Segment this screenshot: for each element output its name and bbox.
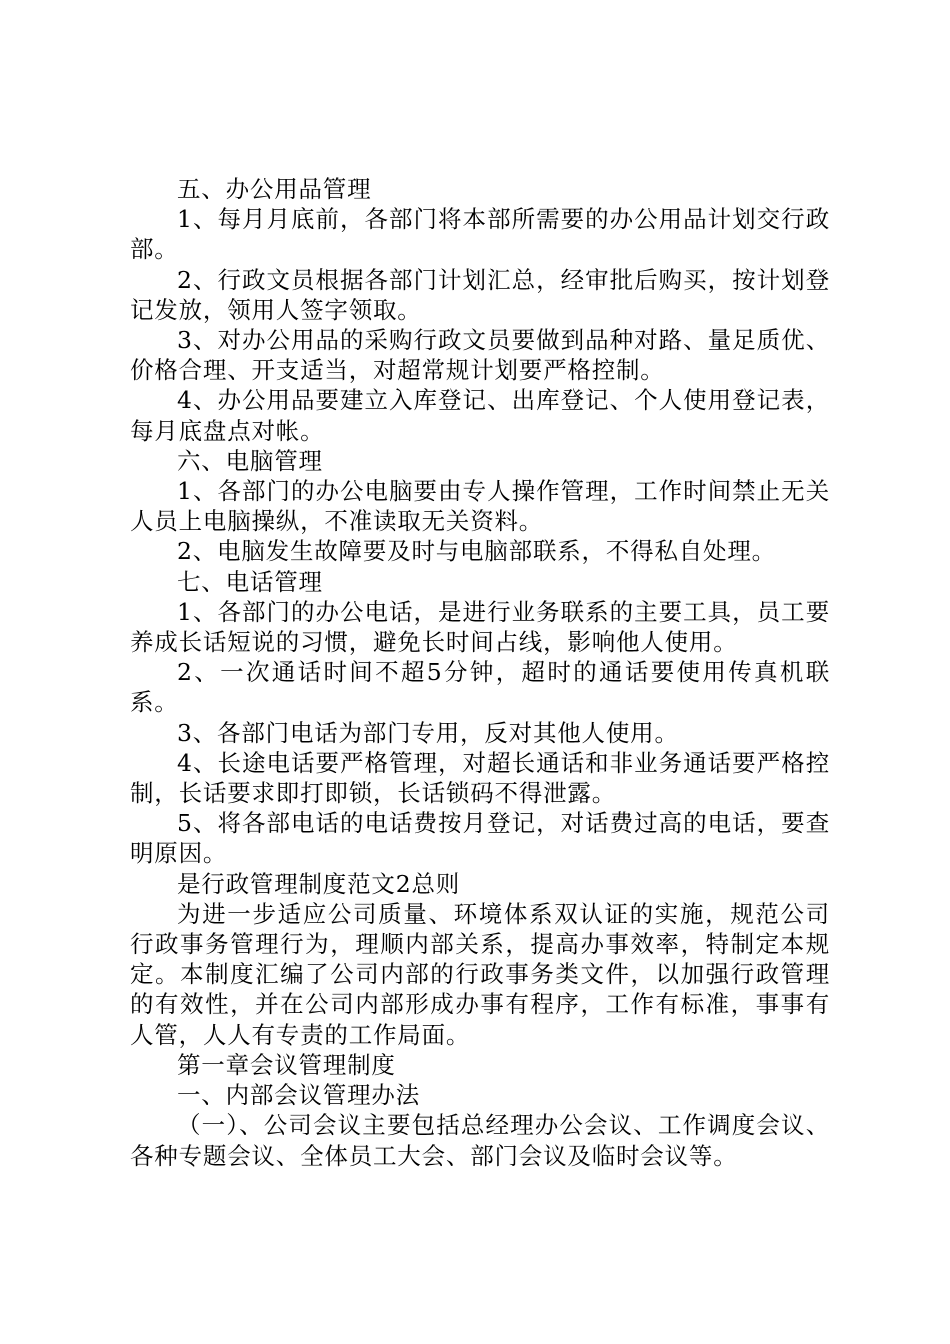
paragraph: 2、一次通话时间不超5分钟，超时的通话要使用传真机联系。 <box>130 658 830 717</box>
paragraph: 2、电脑发生故障要及时与电脑部联系，不得私自处理。 <box>177 537 776 566</box>
document-page <box>130 174 830 1171</box>
section-heading-internal-meetings: 一、内部会议管理办法 <box>177 1081 420 1110</box>
chapter-heading-meetings: 第一章会议管理制度 <box>177 1050 396 1079</box>
section-heading-template-2: 是行政管理制度范文2总则 <box>177 869 461 898</box>
paragraph: 1、各部门的办公电脑要由专人操作管理，工作时间禁止无关人员上电脑操纵，不准读取无关资料。 <box>130 477 830 536</box>
paragraph: 1、各部门的办公电话，是进行业务联系的主要工具，员工要养成长话短说的习惯，避免长时间占线，影响他人使用。 <box>130 597 830 657</box>
paragraph: 5、将各部电话的电话费按月登记，对话费过高的电话，要查明原因。 <box>130 809 830 868</box>
paragraph: 为进一步适应公司质量、环境体系双认证的实施，规范公司行政事务管理行为，理顺内部关系，提高办事效率，特制定本规定。本制度汇编了公司内部的行政事务类文件，以加强行政管理的有效性，并在公司内部形成办事有程序，工作有标准，事事有人管，人人有专责的工作局面。 <box>130 899 830 1049</box>
paragraph: 4、办公用品要建立入库登记、出库登记、个人使用登记表，每月底盘点对帐。 <box>130 386 830 445</box>
paragraph: 2、行政文员根据各部门计划汇总，经审批后购买，按计划登记发放，领用人签字领取。 <box>130 265 830 324</box>
paragraph: 3、各部门电话为部门专用，反对其他人使用。 <box>177 718 679 747</box>
section-heading-telephone: 七、电话管理 <box>177 567 323 596</box>
paragraph: （一）、公司会议主要包括总经理办公会议、工作调度会议、各种专题会议、全体员工大会、部门会议及临时会议等。 <box>130 1111 830 1170</box>
paragraph: 3、对办公用品的采购行政文员要做到品种对路、量足质优、价格合理、开支适当，对超常规计划要严格控制。 <box>130 326 830 385</box>
paragraph: 4、长途电话要严格管理，对超长通话和非业务通话要严格控制，长话要求即打即锁，长话锁码不得泄露。 <box>130 748 830 808</box>
section-heading-computer: 六、电脑管理 <box>177 446 323 475</box>
paragraph: 1、每月月底前，各部门将本部所需要的办公用品计划交行政部。 <box>130 205 830 264</box>
section-heading-office-supplies: 五、办公用品管理 <box>177 175 372 203</box>
